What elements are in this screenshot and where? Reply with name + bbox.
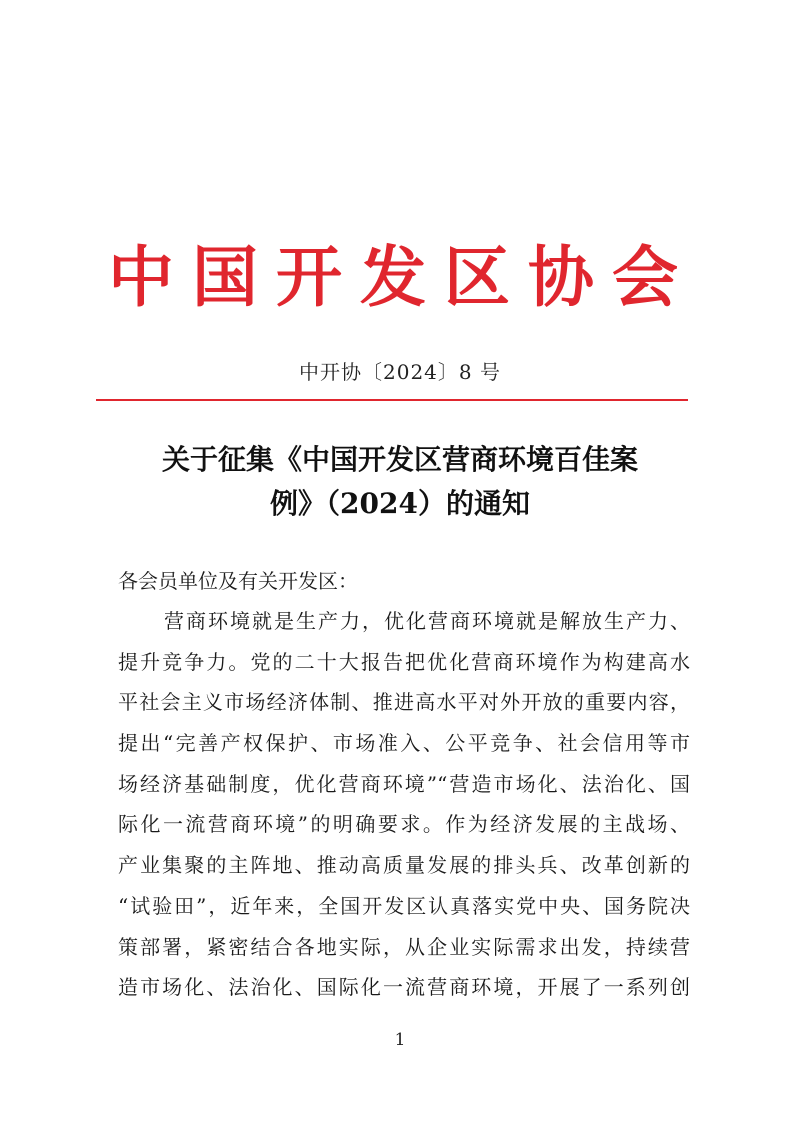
salutation: 各会员单位及有关开发区： [118, 569, 358, 593]
body-line: 营商环境就是生产力，优化营商环境就是解放生产力、 [164, 609, 690, 633]
red-divider [96, 399, 688, 401]
body-line: 产业集聚的主阵地、推动高质量发展的排头兵、改革创新的 [118, 853, 690, 878]
masthead-char: 会 [612, 238, 678, 316]
masthead-char: 协 [528, 238, 594, 316]
body-line: 策部署，紧密结合各地实际，从企业实际需求出发，持续营 [118, 934, 690, 959]
body-line: 场经济基础制度，优化营商环境”“营造市场化、法治化、国 [118, 771, 690, 796]
page-number: 1 [394, 1030, 406, 1050]
masthead-char: 国 [192, 238, 258, 316]
notice-title-line: 例》（2024）的通知 [270, 487, 530, 520]
masthead-char: 区 [444, 238, 510, 316]
masthead-char: 开 [276, 238, 342, 316]
body-line: 平社会主义市场经济体制、推进高水平对外开放的重要内容， [118, 690, 690, 715]
masthead-title [108, 237, 678, 317]
body-line: 际化一流营商环境”的明确要求。作为经济发展的主战场、 [118, 812, 690, 837]
body-paragraph [118, 606, 690, 1013]
body-line: “试验田”，近年来，全国开发区认真落实党中央、国务院决 [118, 893, 690, 918]
body-line: 提出“完善产权保护、市场准入、公平竞争、社会信用等市 [118, 731, 690, 756]
notice-title-line: 关于征集《中国开发区营商环境百佳案 [161, 443, 638, 476]
masthead-char: 发 [360, 238, 426, 316]
masthead-char: 中 [108, 238, 174, 316]
body-line: 提升竞争力。党的二十大报告把优化营商环境作为构建高水 [118, 649, 690, 674]
notice-title [100, 438, 700, 526]
body-line: 造市场化、法治化、国际化一流营商环境，开展了一系列创 [118, 975, 690, 1000]
document-number: 中开协〔2024〕8 号 [299, 360, 501, 384]
